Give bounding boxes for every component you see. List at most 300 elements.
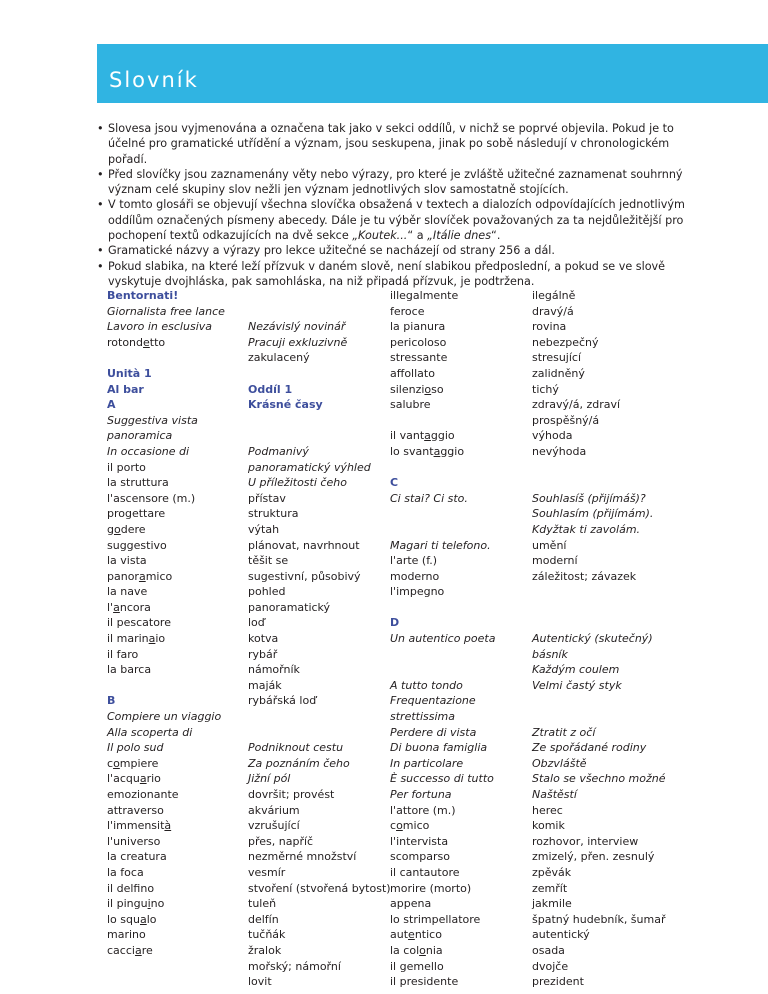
text-segment: lo	[146, 912, 157, 926]
glossary-entry	[248, 912, 388, 928]
glossary-entry	[532, 849, 672, 865]
text-segment: ggio	[440, 444, 465, 458]
text-segment: c	[107, 756, 114, 770]
text-segment: scomparso	[390, 850, 450, 864]
glossary-entry	[532, 538, 672, 554]
text-segment: lovit	[248, 975, 272, 989]
text-segment: Bentornati!	[107, 289, 179, 302]
page-title: Slovník	[109, 68, 199, 92]
glossary-entry	[532, 787, 672, 803]
text-segment: přes, napříč	[248, 834, 314, 848]
glossary-entry	[248, 444, 388, 460]
text-segment: špatný hudebník, šumař	[532, 912, 666, 926]
spacer	[390, 413, 530, 429]
text-segment: panor	[107, 569, 139, 583]
glossary-entry	[107, 709, 247, 725]
glossary-entry	[390, 304, 530, 320]
glossary-entry	[390, 959, 530, 975]
glossary-entry	[390, 803, 530, 819]
glossary-entry	[248, 631, 388, 647]
text-segment: tto	[149, 335, 166, 349]
text-segment: stresující	[532, 351, 582, 365]
glossary-entry	[390, 335, 530, 351]
text-segment: Kdyžtak ti zavolám.	[532, 522, 641, 536]
bullet-icon: •	[97, 122, 104, 135]
glossary-entry	[248, 943, 388, 959]
glossary-entry	[107, 491, 247, 507]
spacer	[532, 693, 672, 709]
spacer	[390, 662, 530, 678]
glossary-entry	[532, 756, 672, 772]
glossary-entry	[532, 631, 672, 647]
text-segment: Stalo se všechno možné	[532, 772, 666, 786]
text-segment: mpiere	[119, 756, 159, 770]
text-segment: herec	[532, 803, 563, 817]
text-segment: l'arte (f.)	[390, 554, 438, 568]
glossary-entry	[107, 631, 247, 647]
text-segment: il faro	[107, 647, 139, 661]
glossary-entry	[107, 428, 247, 444]
glossary-entry	[532, 647, 672, 663]
text-segment: Gramatické názvy a výrazy pro lekce užitečné se nacházejí od strany 256 a dál.	[108, 244, 555, 258]
text-segment: aut	[390, 928, 409, 942]
text-segment: la pianura	[390, 320, 446, 334]
text-segment: salubre	[390, 398, 431, 412]
text-segment: rybář	[248, 647, 278, 661]
text-segment: o	[424, 382, 432, 396]
glossary-entry	[107, 912, 247, 928]
glossary-entry	[107, 725, 247, 741]
text-segment: tichý	[532, 382, 559, 396]
glossary-entry	[248, 553, 388, 569]
glossary-entry	[390, 350, 530, 366]
glossary-entry	[107, 460, 247, 476]
glossary-entry	[248, 896, 388, 912]
text-segment: “.	[491, 229, 501, 243]
text-segment: Al bar	[107, 382, 144, 396]
bullet-icon: •	[97, 259, 104, 273]
text-segment: nebezpečný	[532, 335, 599, 349]
glossary-entry	[390, 771, 530, 787]
text-segment: rybářská loď	[248, 694, 317, 708]
glossary-entry	[532, 335, 672, 351]
text-segment: plánovat, navrhnout	[248, 538, 360, 552]
glossary-entry	[107, 771, 247, 787]
glossary-entry	[532, 834, 672, 850]
text-segment: Ci stai? Ci sto.	[390, 491, 468, 505]
glossary-entry	[390, 756, 530, 772]
glossary-entry	[532, 896, 672, 912]
text-segment: lo svant	[390, 444, 434, 458]
glossary-entry	[532, 491, 672, 507]
text-segment: „Itálie dnes	[427, 229, 492, 243]
glossary-entry	[107, 522, 247, 538]
title-banner	[97, 44, 768, 103]
text-segment: a	[433, 444, 441, 458]
spacer	[248, 304, 388, 320]
glossary-entry	[532, 662, 672, 678]
text-segment: panoramica	[107, 429, 173, 443]
glossary-entry	[532, 569, 672, 585]
glossary-entry	[248, 350, 388, 366]
text-segment: tučňák	[248, 928, 286, 942]
glossary-entry	[107, 896, 247, 912]
text-segment: rotond	[107, 335, 144, 349]
text-segment: la vista	[107, 554, 147, 568]
glossary-entry	[390, 382, 530, 398]
text-segment: la struttura	[107, 476, 169, 490]
glossary-entry	[248, 475, 388, 491]
glossary-entry	[248, 600, 388, 616]
glossary-entry	[390, 631, 530, 647]
text-segment: ilegálně	[532, 289, 576, 302]
glossary-entry	[107, 475, 247, 491]
text-segment: dere	[120, 522, 146, 536]
glossary-entry	[532, 304, 672, 320]
glossary-entry	[532, 881, 672, 897]
text-segment: zalidněný	[532, 366, 585, 380]
section-heading	[107, 693, 247, 709]
text-segment: illegalmente	[390, 289, 459, 302]
text-segment: Obzvláště	[532, 756, 587, 770]
text-segment: so	[431, 382, 444, 396]
glossary-entry	[248, 506, 388, 522]
text-segment: suggestivo	[107, 538, 167, 552]
glossary-column-4	[532, 288, 672, 990]
section-heading	[107, 397, 247, 413]
text-segment: „Koutek...	[352, 229, 408, 243]
glossary-entry	[532, 678, 672, 694]
text-segment: c	[390, 819, 397, 833]
text-segment: C	[390, 476, 399, 490]
bullet-icon: •	[97, 244, 104, 258]
text-segment: A	[107, 398, 116, 412]
text-segment: io	[155, 632, 166, 646]
glossary-entry	[248, 662, 388, 678]
spacer	[532, 584, 672, 600]
text-segment: Autentický (skutečný)	[532, 632, 653, 646]
glossary-entry	[532, 522, 672, 538]
text-segment: tuleň	[248, 897, 277, 911]
spacer	[390, 460, 530, 476]
text-segment: ncora	[119, 600, 151, 614]
intro-bullet	[97, 167, 689, 198]
text-segment: l'acqu	[107, 772, 140, 786]
section-heading	[390, 615, 530, 631]
text-segment: Souhlasíš (přijímáš)?	[532, 491, 646, 505]
glossary-entry	[107, 849, 247, 865]
text-segment: no	[150, 897, 165, 911]
spacer	[107, 678, 247, 694]
text-segment: mico	[145, 569, 173, 583]
text-segment: Ztratit z očí	[532, 725, 596, 739]
intro-notes	[97, 121, 689, 289]
text-segment: Podniknout cestu	[248, 741, 344, 755]
text-segment: Krásné časy	[248, 398, 323, 412]
text-segment: námořník	[248, 663, 300, 677]
glossary-entry	[390, 491, 530, 507]
text-segment: Il polo sud	[107, 741, 164, 755]
glossary-entry	[248, 647, 388, 663]
spacer	[390, 506, 530, 522]
spacer	[532, 475, 672, 491]
glossary-entry	[532, 974, 672, 990]
glossary-entry	[532, 959, 672, 975]
glossary-entry	[390, 974, 530, 990]
text-segment: zdravý/á, zdraví	[532, 398, 621, 412]
text-segment: Před slovíčky jsou zaznamenány věty nebo výrazy, pro které je zvláště užitečné zaznamenat souhrnný význam celé skupiny slov nežli jen význam jednotlivých slov samostatně stojících.	[108, 167, 683, 197]
text-segment: U příležitosti čeho	[248, 476, 347, 490]
glossary-entry	[107, 335, 247, 351]
glossary-entry	[390, 709, 530, 725]
glossary-entry	[107, 584, 247, 600]
glossary-entry	[248, 756, 388, 772]
glossary-entry	[248, 491, 388, 507]
text-segment: rovina	[532, 320, 567, 334]
glossary-entry	[390, 865, 530, 881]
glossary-entry	[248, 678, 388, 694]
glossary-entry	[532, 943, 672, 959]
text-segment: il pescatore	[107, 616, 171, 630]
text-segment: la barca	[107, 663, 152, 677]
text-segment: prospěšný/á	[532, 413, 600, 427]
text-segment: Un autentico poeta	[390, 632, 496, 646]
text-segment: o	[113, 522, 121, 536]
text-segment: dravý/á	[532, 304, 574, 318]
spacer	[390, 522, 530, 538]
glossary-entry	[107, 834, 247, 850]
glossary-entry	[532, 288, 672, 304]
text-segment: Každým coulem	[532, 663, 620, 677]
glossary-entry	[390, 834, 530, 850]
text-segment: la creatura	[107, 850, 167, 864]
text-segment: výhoda	[532, 429, 573, 443]
text-segment: stressante	[390, 351, 448, 365]
text-segment: Giornalista free lance	[107, 304, 225, 318]
text-segment: marino	[107, 928, 146, 942]
text-segment: delfín	[248, 912, 279, 926]
text-segment: il porto	[107, 460, 146, 474]
text-segment: Frequentazione	[390, 694, 476, 708]
glossary-entry	[107, 818, 247, 834]
text-segment: zmizelý, přen. zesnulý	[532, 850, 655, 864]
text-segment: Ze spořádané rodiny	[532, 741, 647, 755]
text-segment: rozhovor, interview	[532, 834, 639, 848]
text-segment: a	[139, 772, 147, 786]
glossary-entry	[107, 756, 247, 772]
glossary-entry	[390, 584, 530, 600]
spacer	[248, 725, 388, 741]
glossary-entry	[248, 335, 388, 351]
glossary-entry	[532, 927, 672, 943]
glossary-entry	[390, 553, 530, 569]
text-segment: a	[424, 429, 431, 443]
glossary-column-2	[248, 288, 391, 990]
text-segment: il presidente	[390, 975, 459, 989]
text-segment: a	[138, 569, 146, 583]
text-segment: přístav	[248, 491, 286, 505]
glossary-entry	[107, 444, 247, 460]
glossary-entry	[107, 662, 247, 678]
text-segment: dovršit; provést	[248, 788, 335, 801]
glossary-entry	[390, 678, 530, 694]
text-segment: l'attore (m.)	[390, 803, 456, 817]
glossary-entry	[532, 382, 672, 398]
spacer	[532, 460, 672, 476]
text-segment: vzrušující	[248, 819, 300, 833]
spacer	[248, 413, 388, 429]
glossary-entry	[532, 350, 672, 366]
glossary-entry	[390, 787, 530, 803]
text-segment: mico	[402, 819, 430, 833]
text-segment: g	[107, 522, 114, 536]
text-segment: Velmi častý styk	[532, 678, 622, 692]
text-segment: osada	[532, 943, 565, 957]
glossary-entry	[532, 444, 672, 460]
glossary-entry	[107, 943, 247, 959]
text-segment: těšit se	[248, 554, 289, 568]
text-segment: silenzi	[390, 382, 425, 396]
text-segment: a	[148, 632, 156, 646]
glossary-entry	[248, 881, 391, 897]
glossary-entry	[390, 693, 530, 709]
glossary-entry	[248, 693, 388, 709]
glossary-entry	[248, 584, 388, 600]
glossary-entry	[107, 787, 247, 803]
spacer	[532, 709, 672, 725]
text-segment: umění	[532, 538, 567, 552]
text-segment: struktura	[248, 507, 299, 521]
text-segment: panoramatický	[248, 600, 331, 614]
glossary-entry	[532, 912, 672, 928]
glossary-entry	[532, 506, 672, 522]
text-segment: Za poznáním čeho	[248, 756, 350, 770]
text-segment: emozionante	[107, 788, 179, 801]
glossary-entry	[532, 366, 672, 382]
text-segment: záležitost; závazek	[532, 569, 637, 583]
glossary-entry	[532, 803, 672, 819]
glossary-entry	[390, 428, 530, 444]
glossary-entry	[390, 319, 530, 335]
glossary-entry	[532, 413, 672, 429]
text-segment: cacci	[107, 943, 135, 957]
text-segment: sugestivní, působivý	[248, 569, 361, 583]
glossary-entry	[248, 522, 388, 538]
text-segment: Compiere un viaggio	[107, 710, 222, 724]
spacer	[390, 647, 530, 663]
text-segment: Nezávislý novinář	[248, 320, 346, 334]
glossary-entry	[532, 319, 672, 335]
text-segment: ntico	[414, 928, 442, 942]
glossary-entry	[248, 959, 388, 975]
text-segment: la col	[390, 943, 420, 957]
text-segment: A tutto tondo	[390, 678, 463, 692]
text-segment: Oddíl 1	[248, 382, 293, 396]
glossary-entry	[107, 740, 247, 756]
text-segment: e	[143, 335, 150, 349]
text-segment: i	[147, 897, 151, 911]
text-segment: Unità 1	[107, 366, 152, 380]
glossary-entry	[248, 818, 388, 834]
glossary-entry	[390, 849, 530, 865]
glossary-entry	[532, 428, 672, 444]
glossary-entry	[390, 943, 530, 959]
text-segment: il gemello	[390, 959, 444, 973]
text-segment: loď	[248, 616, 265, 630]
text-segment: il pingu	[107, 897, 148, 911]
text-segment: Magari ti telefono.	[390, 538, 491, 552]
text-segment: morire (morto)	[390, 881, 472, 895]
text-segment: pohled	[248, 585, 286, 599]
text-segment: Jižní pól	[248, 772, 291, 786]
glossary-entry	[107, 538, 247, 554]
glossary-entry	[248, 834, 388, 850]
text-segment: Alla scoperta di	[107, 725, 193, 739]
intro-bullet	[97, 243, 689, 258]
text-segment: affollato	[390, 366, 435, 380]
text-segment: stvoření (stvořená bytost)	[248, 881, 391, 895]
glossary-entry	[248, 927, 388, 943]
text-segment: B	[107, 694, 116, 708]
glossary-entry	[248, 849, 388, 865]
glossary-entry	[390, 896, 530, 912]
glossary-entry	[390, 725, 530, 741]
glossary-entry	[532, 740, 672, 756]
spacer	[248, 288, 388, 304]
text-segment: lo squ	[107, 912, 140, 926]
text-segment: attraverso	[107, 803, 164, 817]
glossary-column-1	[107, 288, 247, 959]
text-segment: à	[164, 819, 172, 833]
text-segment: básník	[532, 647, 568, 661]
glossary-entry	[248, 538, 388, 554]
glossary-entry	[107, 927, 247, 943]
glossary-entry	[107, 506, 247, 522]
text-segment: prezident	[532, 975, 584, 989]
spacer	[107, 350, 247, 366]
glossary-entry	[532, 818, 672, 834]
text-segment: In particolare	[390, 756, 464, 770]
intro-bullet	[97, 197, 689, 243]
text-segment: žralok	[248, 943, 282, 957]
glossary-entry	[107, 569, 247, 585]
section-heading	[390, 475, 530, 491]
glossary-entry	[248, 865, 388, 881]
glossary-column-3	[390, 288, 530, 990]
text-segment: jakmile	[532, 897, 572, 911]
glossary-entry	[248, 787, 388, 803]
glossary-entry	[532, 771, 672, 787]
text-segment: l'intervista	[390, 834, 449, 848]
glossary-entry	[248, 460, 388, 476]
text-segment: pericoloso	[390, 335, 447, 349]
glossary-entry	[248, 319, 388, 335]
spacer	[390, 600, 530, 616]
text-segment: lo strimpellatore	[390, 912, 481, 926]
text-segment: feroce	[390, 304, 425, 318]
spacer	[532, 615, 672, 631]
glossary-entry	[532, 397, 672, 413]
glossary-entry	[390, 912, 530, 928]
text-segment: mořský; námořní	[248, 959, 341, 973]
glossary-entry	[390, 569, 530, 585]
text-segment: a	[134, 943, 142, 957]
glossary-entry	[248, 569, 388, 585]
spacer	[532, 600, 672, 616]
text-segment: progettare	[107, 507, 166, 521]
text-segment: zemřít	[532, 881, 568, 895]
text-segment: moderno	[390, 569, 440, 583]
